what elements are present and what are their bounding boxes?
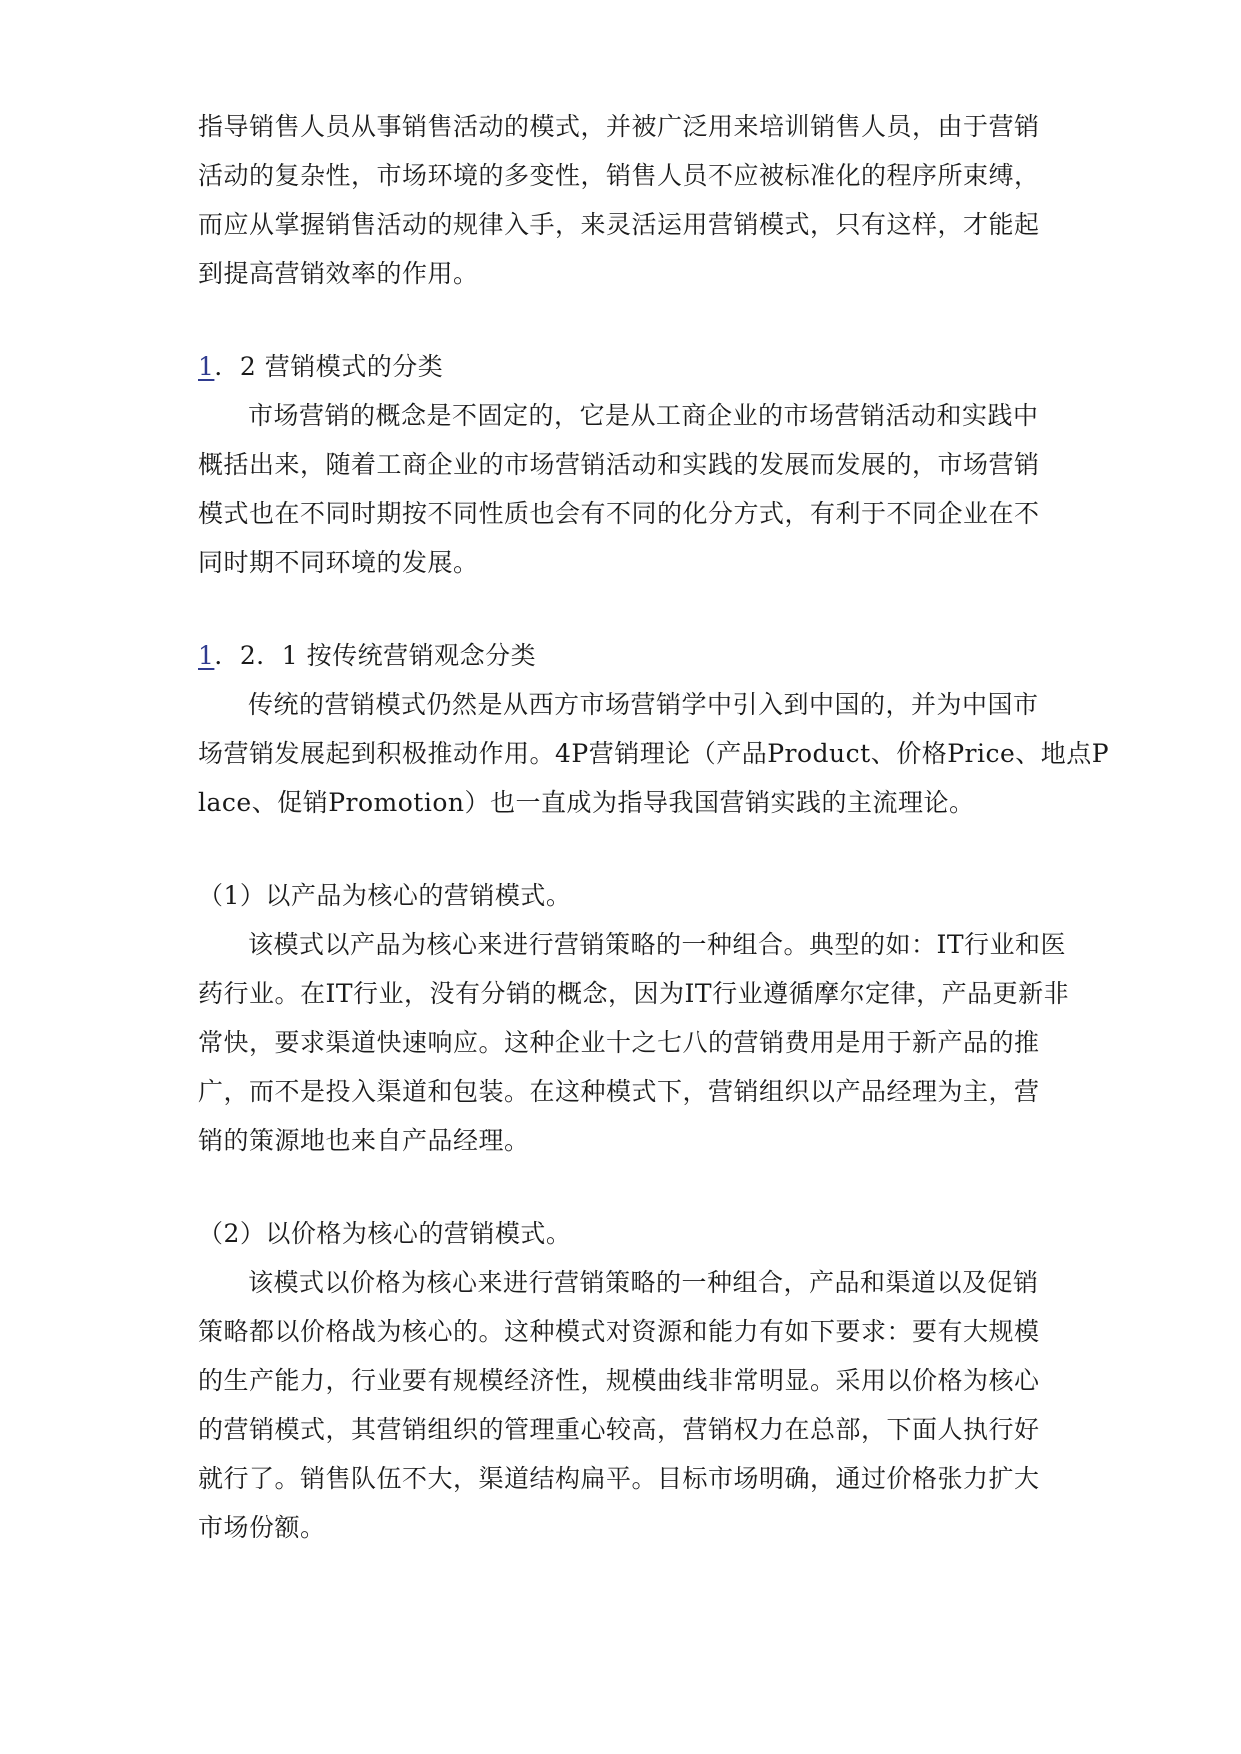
paragraph-line: 常快，要求渠道快速响应。这种企业十之七八的营销费用是用于新产品的推 <box>198 1028 1040 1057</box>
item-price-core <box>198 1209 1058 1552</box>
paragraph-line: 传统的营销模式仍然是从西方市场营销学中引入到中国的，并为中国市 <box>248 690 1039 719</box>
paragraph-line: 场营销发展起到积极推动作用。4P营销理论（产品Product、价格Price、地点P <box>198 739 1110 768</box>
item-heading: （1）以产品为核心的营销模式。 <box>198 881 572 910</box>
paragraph-line: 到提高营销效率的作用。 <box>198 259 479 288</box>
section-1-2 <box>198 342 1058 587</box>
heading-number-link[interactable]: 1 <box>198 641 215 670</box>
paragraph-line: 市场营销的概念是不固定的，它是从工商企业的市场营销活动和实践中 <box>248 401 1039 430</box>
paragraph-line: 模式也在不同时期按不同性质也会有不同的化分方式，有利于不同企业在不 <box>198 499 1040 528</box>
paragraph-line: 而应从掌握销售活动的规律入手，来灵活运用营销模式，只有这样，才能起 <box>198 210 1040 239</box>
item-heading: （2）以价格为核心的营销模式。 <box>198 1219 572 1248</box>
paragraph-line: 概括出来，随着工商企业的市场营销活动和实践的发展而发展的，市场营销 <box>198 450 1040 479</box>
paragraph-line: 策略都以价格战为核心的。这种模式对资源和能力有如下要求：要有大规模 <box>198 1317 1040 1346</box>
heading-text: ．2．1 按传统营销观念分类 <box>214 641 537 670</box>
paragraph-line: lace、促销Promotion）也一直成为指导我国营销实践的主流理论。 <box>198 788 975 817</box>
paragraph-line: 的营销模式，其营销组织的管理重心较高，营销权力在总部，下面人执行好 <box>198 1415 1040 1444</box>
paragraph-line: 同时期不同环境的发展。 <box>198 548 479 577</box>
item-product-core <box>198 871 1070 1165</box>
paragraph-line: 的生产能力，行业要有规模经济性，规模曲线非常明显。采用以价格为核心 <box>198 1366 1040 1395</box>
heading-text: ．2 营销模式的分类 <box>214 352 444 381</box>
paragraph-line: 指导销售人员从事销售活动的模式，并被广泛用来培训销售人员，由于营销 <box>198 112 1040 141</box>
paragraph-line: 该模式以价格为核心来进行营销策略的一种组合，产品和渠道以及促销 <box>248 1268 1039 1297</box>
spacer <box>198 298 1058 342</box>
intro-paragraph <box>198 102 1058 298</box>
section-heading <box>198 631 1058 680</box>
paragraph-line: 该模式以产品为核心来进行营销策略的一种组合。典型的如：IT行业和医 <box>248 930 1067 959</box>
paragraph-line: 市场份额。 <box>198 1513 326 1542</box>
section-heading <box>198 342 1058 391</box>
heading-number-link[interactable]: 1 <box>198 352 215 381</box>
spacer <box>198 827 1058 871</box>
spacer <box>198 1165 1058 1209</box>
paragraph-line: 药行业。在IT行业，没有分销的概念，因为IT行业遵循摩尔定律，产品更新非 <box>198 979 1070 1008</box>
paragraph-line: 就行了。销售队伍不大，渠道结构扁平。目标市场明确，通过价格张力扩大 <box>198 1464 1040 1493</box>
paragraph-line: 活动的复杂性，市场环境的多变性，销售人员不应被标准化的程序所束缚， <box>198 161 1040 190</box>
paragraph-line: 销的策源地也来自产品经理。 <box>198 1126 530 1155</box>
paragraph-line: 广，而不是投入渠道和包装。在这种模式下，营销组织以产品经理为主，营 <box>198 1077 1040 1106</box>
spacer <box>198 587 1058 631</box>
section-1-2-1 <box>198 631 1110 827</box>
document-page <box>198 102 1110 1552</box>
